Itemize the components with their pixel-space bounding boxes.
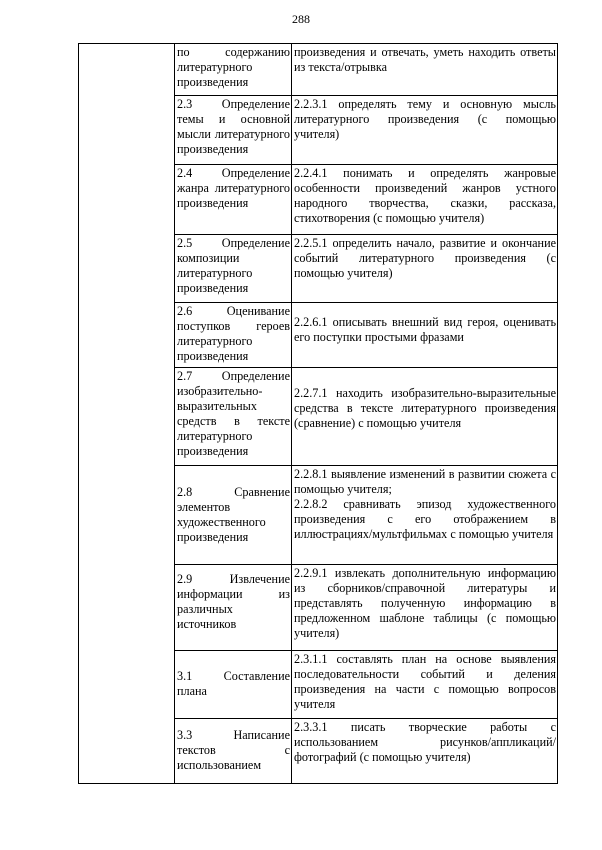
- empty-section-cell: [79, 44, 175, 784]
- skill-cell: [292, 466, 558, 565]
- topic-cell: 2.4 Определение жанра литературного произведения: [175, 165, 292, 235]
- skill-text: 2.2.6.1 описывать внешний вид героя, оценивать его поступки простыми фразами: [294, 315, 556, 344]
- skill-text: 2.2.4.1 понимать и определять жанровые особенности произведений жанров устного народного творчества, сказки, рассказа, стихотворения (с помощью учителя): [294, 166, 556, 225]
- skill-cell: [292, 165, 558, 235]
- skill-cell: [292, 44, 558, 96]
- skill-text: 2.3.1.1 составлять план на основе выявления последовательности событий и деления произведения на части с помощью вопросов учителя: [294, 652, 556, 711]
- skill-cell: [292, 368, 558, 466]
- table-row: [79, 44, 558, 96]
- skill-text: произведения и отвечать, уметь находить ответы из текста/отрывка: [294, 45, 556, 74]
- skill-text: 2.2.5.1 определить начало, развитие и окончание событий литературного произведения (с помощью учителя): [294, 236, 556, 280]
- skill-text: 2.2.8.1 выявление изменений в развитии сюжета с помощью учителя;: [294, 467, 556, 496]
- topic-cell: 2.5 Определение композиции литературного произведения: [175, 235, 292, 303]
- curriculum-table: [78, 43, 558, 784]
- page-number: 288: [292, 12, 310, 26]
- skill-text: 2.2.9.1 извлекать дополнительную информацию из сборников/справочной литературы и представлять полученную информацию в предложенном шаблоне таблицы (с помощью учителя): [294, 566, 556, 640]
- topic-cell: по содержанию литературного произведения: [175, 44, 292, 96]
- topic-cell: 2.3 Определение темы и основной мысли литературного произведения: [175, 96, 292, 165]
- topic-cell: 2.9 Извлечение информации из различных источников: [175, 565, 292, 651]
- topic-cell: 2.8 Сравнение элементов художественного произведения: [175, 466, 292, 565]
- skill-text: 2.2.8.2 сравнивать эпизод художественного произведения с его отображением в иллюстрациях/мультфильмах с помощью учителя: [294, 497, 556, 541]
- skill-cell: [292, 303, 558, 368]
- topic-cell: 2.6 Оценивание поступков героев литературного произведения: [175, 303, 292, 368]
- skill-cell: [292, 651, 558, 719]
- topic-cell: 3.3 Написание текстов с использованием: [175, 719, 292, 784]
- skill-text: 2.2.7.1 находить изобразительно-выразительные средства в тексте литературного произведения (сравнение) с помощью учителя: [294, 386, 556, 430]
- skill-text: 2.3.3.1 писать творческие работы с использованием рисунков/аппликаций/фотографий (с помощью учителя): [294, 720, 556, 764]
- skill-cell: [292, 235, 558, 303]
- skill-cell: [292, 96, 558, 165]
- skill-text: 2.2.3.1 определять тему и основную мысль литературного произведения (с помощью учителя): [294, 97, 556, 141]
- skill-cell: [292, 565, 558, 651]
- topic-cell: 2.7 Определение изобразительно-выразительных средств в тексте литературного произведения: [175, 368, 292, 466]
- skill-cell: [292, 719, 558, 784]
- topic-cell: 3.1 Составление плана: [175, 651, 292, 719]
